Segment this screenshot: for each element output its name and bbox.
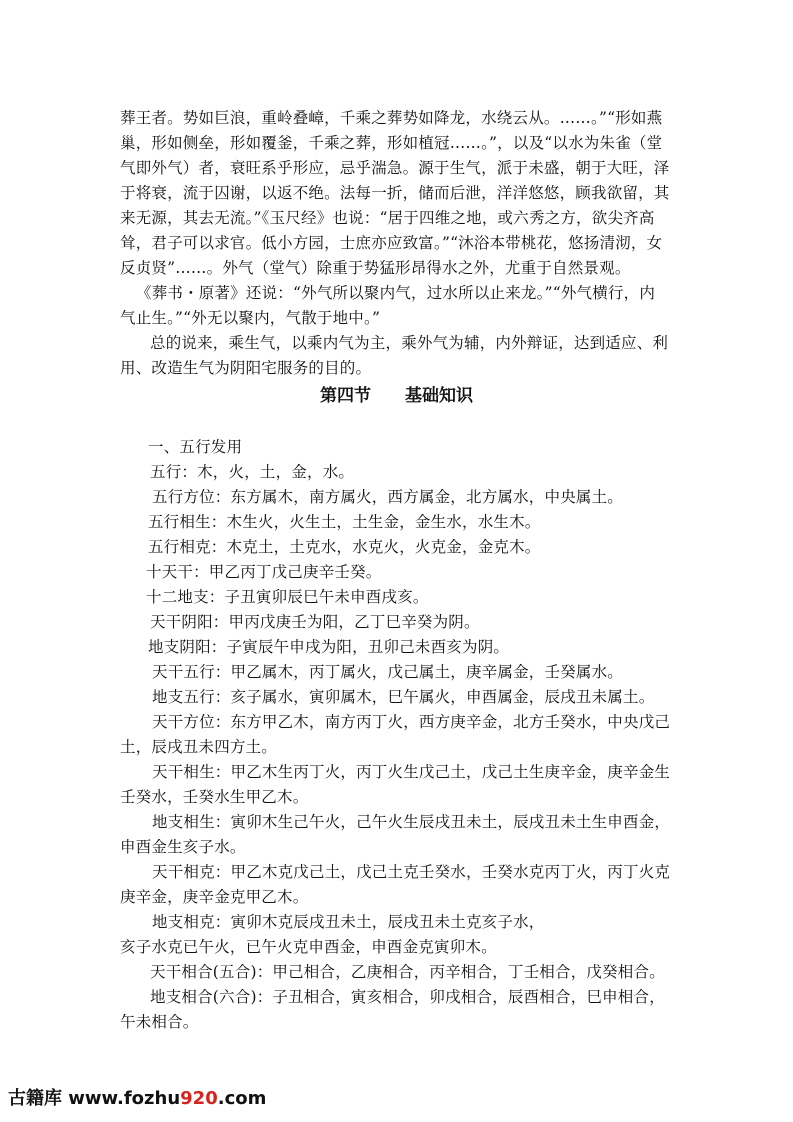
footer-watermark — [8, 1087, 266, 1111]
list-item: 午未相合。 — [120, 1013, 199, 1031]
list-item: 地支相合(六合)：子丑相合，寅亥相合，卯戌相合，辰酉相合，巳申相合， — [150, 988, 665, 1006]
text-line: 反贞贤”……。外气（堂气）除重于势猛形昂得水之外，尤重于自然景观。 — [120, 259, 631, 277]
list-item: 天干方位：东方甲乙木，南方丙丁火，西方庚辛金，北方壬癸水，中央戊己 — [152, 713, 671, 731]
list-item: 天干五行：甲乙属木，丙丁属火，戊己属土，庚辛属金，壬癸属水。 — [152, 663, 624, 681]
list-item: 土，辰戌丑未四方土。 — [120, 738, 278, 756]
list-item: 天干阴阳：甲丙戊庚壬为阳，乙丁巳辛癸为阴。 — [150, 613, 480, 631]
text-line: 巢，形如侧垒，形如覆釜，千乘之葬，形如植冠……。”，以及“以水为朱雀（堂 — [120, 134, 663, 152]
text-line: 葬王者。势如巨浪，重岭叠嶂，千乘之葬势如降龙，水绕云从。……。”“形如燕 — [120, 109, 663, 127]
list-item: 申酉金生亥子水。 — [120, 838, 246, 856]
footer-url-prefix: www.fozhu — [62, 1088, 181, 1109]
list-item: 地支相生：寅卯木生己午火，己午火生辰戌丑未土，辰戌丑未土生申酉金， — [152, 813, 671, 831]
list-item: 五行：木，火，土，金，水。 — [150, 463, 355, 481]
list-item: 五行方位：东方属木，南方属火，西方属金，北方属水，中央属土。 — [152, 488, 624, 506]
text-line: 于将衰，流于囚谢，以返不绝。法每一折，储而后泄，洋洋悠悠，顾我欲留，其 — [120, 184, 670, 202]
text-line: 来无源，其去无流。”《玉尺经》也说：“居于四维之地，或六秀之方，欲尖齐高 — [120, 209, 655, 227]
list-item: 五行相生：木生火，火生土，土生金，金生水，水生木。 — [148, 513, 541, 531]
text-line: 用、改造生气为阴阳宅服务的目的。 — [120, 359, 372, 377]
list-item: 天干相合(五合)：甲己相合，乙庚相合，丙辛相合，丁壬相合，戊癸相合。 — [150, 963, 665, 981]
list-item: 庚辛金，庚辛金克甲乙木。 — [120, 888, 309, 906]
section-heading: 第四节 基础知识 — [320, 386, 473, 406]
list-item: 十二地支：子丑寅卯辰巳午未申酉戌亥。 — [146, 588, 429, 606]
list-item: 亥子水克已午火，已午火克申酉金，申酉金克寅卯木。 — [120, 938, 497, 956]
text-line: 气即外气）者，衰旺系乎形应，忌乎湍急。源于生气，派于未盛，朝于大旺，泽 — [120, 159, 670, 177]
list-item: 地支五行：亥子属水，寅卯属木，巳午属火，申酉属金，辰戌丑未属土。 — [152, 688, 655, 706]
text-line: 《葬书・原著》还说：“外气所以聚内气，过水所以止来龙。”“外气横行，内 — [136, 284, 656, 302]
list-item: 天干相克：甲乙木克戊己土，戊己土克壬癸水，壬癸水克丙丁火，丙丁火克 — [152, 863, 671, 881]
list-item: 五行相克：木克土，土克水，水克火，火克金，金克木。 — [148, 538, 541, 556]
footer-url-suffix: .com — [217, 1088, 267, 1109]
footer-brand: 古籍库 — [8, 1088, 62, 1109]
text-line: 总的说来，乘生气，以乘内气为主，乘外气为辅，内外辩证，达到适应、利 — [150, 334, 669, 352]
text-line: 气止生。”“外无以聚内，气散于地中。” — [120, 309, 381, 327]
list-item: 地支阴阳：子寅辰午申戌为阳，丑卯己未酉亥为阴。 — [148, 638, 510, 656]
list-item: 地支相克：寅卯木克辰戌丑未土，辰戌丑未土克亥子水， — [152, 913, 545, 931]
list-item: 十天干：甲乙丙丁戊己庚辛壬癸。 — [146, 563, 382, 581]
footer-url-number: 920 — [180, 1088, 218, 1109]
list-item: 一、五行发用 — [148, 438, 243, 456]
text-line: 耸，君子可以求官。低小方园，士庶亦应致富。”“沐浴本带桃花，悠扬清沏，女 — [120, 234, 663, 252]
list-item: 天干相生：甲乙木生丙丁火，丙丁火生戊己土，戊己土生庚辛金，庚辛金生 — [152, 763, 671, 781]
list-item: 壬癸水，壬癸水生甲乙木。 — [120, 788, 309, 806]
